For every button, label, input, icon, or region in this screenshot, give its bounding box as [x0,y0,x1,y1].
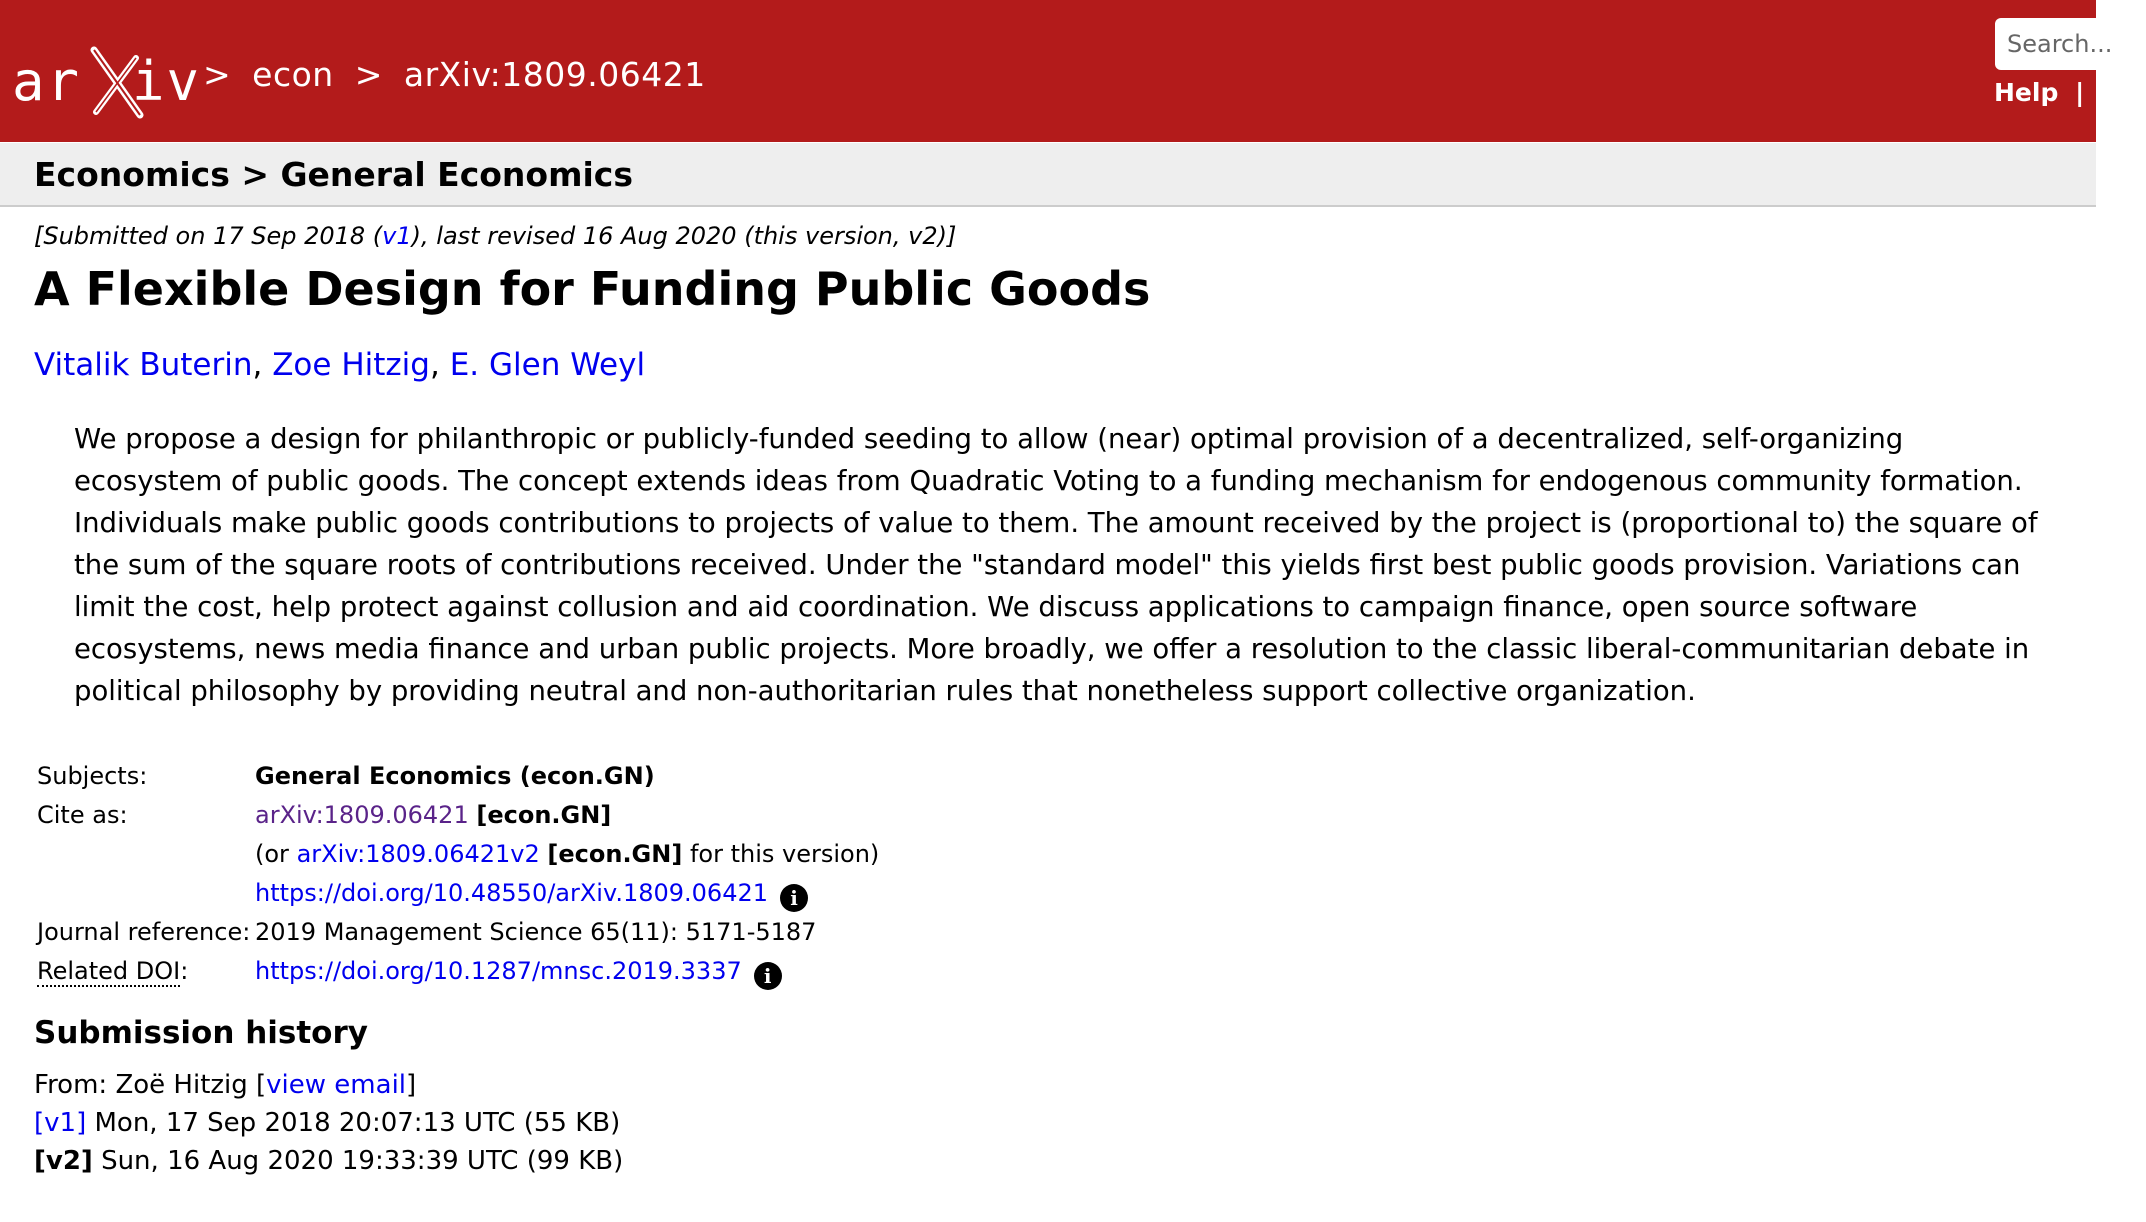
submission-history-title: Submission history [34,1015,368,1051]
view-email-link[interactable]: view email [266,1070,407,1100]
search-input[interactable]: Search... [1995,18,2135,70]
dateline-suffix: ), last revised 16 Aug 2020 (this version, v2)] [411,222,957,250]
related-doi-label [37,957,257,985]
submission-history [34,1066,623,1180]
author-list [34,347,645,383]
breadcrumb-paper-id: arXiv:1809.06421 [403,55,706,94]
author-link[interactable]: Vitalik Buterin [34,347,253,383]
breadcrumb-category-link[interactable]: econ [252,55,334,94]
related-doi-abbr[interactable]: Related DOI [37,957,181,985]
help-link[interactable]: Help [1994,78,2059,107]
cite-category: [econ.GN] [476,801,612,829]
version-details: Sun, 16 Aug 2020 19:33:39 UTC (99 KB) [92,1146,624,1176]
category-bar [0,143,2096,207]
doi-value [255,879,808,912]
related-doi-link[interactable]: https://doi.org/10.1287/mnsc.2019.3337 [255,957,742,985]
author-link[interactable]: E. Glen Weyl [449,347,646,383]
cite-v2-category: [econ.GN] [547,840,683,868]
subjects-label: Subjects: [37,762,148,790]
journal-label: Journal reference: [37,918,251,946]
v1-link[interactable]: v1 [382,222,412,250]
cite-or-prefix: (or [255,840,289,868]
history-from-suffix: ] [406,1070,417,1100]
breadcrumb-separator: > [203,55,232,94]
dateline-prefix: [Submitted on 17 Sep 2018 ( [34,222,383,250]
arxiv-logo-graphic [12,40,202,120]
breadcrumb-separator: > [354,55,383,94]
cite-version-value [255,840,879,868]
category-title: Economics > General Economics [34,155,633,194]
version-link-v1[interactable]: [v1] [34,1108,87,1138]
advanced-search-link[interactable]: Ad [2100,78,2139,107]
cite-link[interactable]: arXiv:1809.06421 [255,801,469,829]
svg-text:ar: ar [12,50,82,113]
author-link[interactable]: Zoe Hitzig [272,347,430,383]
history-version [34,1142,623,1180]
abstract: We propose a design for philanthropic or publicly-funded seeding to allow (near) optimal provision of a decentralized, self-organizing ecosystem of public goods. The concept extends ideas from Quadratic Voting to a funding mechanism for endogenous community formation. Individuals make public goods contributions to projects of value to them. The amount received by the project is (proportional to) the square of the sum of the square roots of contributions received. Under the "standard model" this yields first best public goods provision. Variations can limit the cost, help protect against collusion and aid coordination. We discuss applications to campaign finance, open source software ecosystems, news media finance and urban public projects. More broadly, we offer a resolution to the classic liberal-communitarian debate in political philosophy by providing neutral and non-authoritarian rules that nonetheless support collective organization. [74,423,2038,707]
version-details: Mon, 17 Sep 2018 20:07:13 UTC (55 KB) [86,1108,621,1138]
history-from [34,1066,623,1104]
info-icon[interactable]: i [780,884,808,912]
help-links [1994,78,2146,107]
help-separator: | [2075,78,2085,107]
site-header [0,0,2139,142]
related-doi-colon: : [180,957,189,985]
cite-v2-link[interactable]: arXiv:1809.06421v2 [296,840,540,868]
author-separator: , [252,347,273,383]
related-doi-value [255,957,782,990]
arxiv-logo[interactable] [12,40,202,120]
cite-v2-suffix: for this version) [689,840,880,868]
author-separator: , [429,347,450,383]
version-current-v2: [v2] [34,1146,93,1176]
subjects-value: General Economics (econ.GN) [255,762,655,790]
history-version [34,1104,623,1142]
svg-text:iv: iv [132,50,202,113]
paper-title: A Flexible Design for Funding Public Goods [34,262,1151,316]
journal-value: 2019 Management Science 65(11): 5171-5187 [255,918,817,946]
doi-link[interactable]: https://doi.org/10.48550/arXiv.1809.06421 [255,879,768,907]
breadcrumb [203,55,716,94]
cite-label: Cite as: [37,801,128,829]
submission-dateline [34,222,956,250]
info-icon[interactable]: i [754,962,782,990]
history-from-prefix: From: Zoë Hitzig [ [34,1070,267,1100]
cite-value [255,801,611,829]
